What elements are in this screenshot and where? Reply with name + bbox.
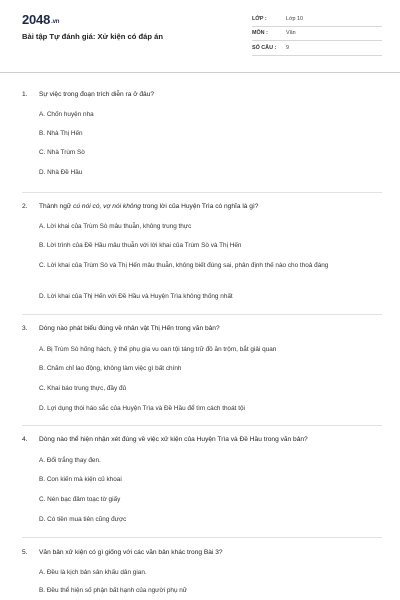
answer-option[interactable]: A. Đổi trắng thay đen. <box>39 457 101 464</box>
question-stem <box>22 548 382 557</box>
document-header <box>0 0 400 70</box>
question-stem <box>22 202 382 211</box>
question-number: 4. <box>22 436 28 443</box>
meta-value: Lớp 10 <box>286 15 304 22</box>
answer-option[interactable]: C. Khai báo trung thực, đầy đủ <box>39 385 127 392</box>
meta-value: Văn <box>286 30 296 37</box>
answer-option[interactable]: B. Đều thể hiện số phận bất hạnh của người phụ nữ <box>39 587 188 594</box>
site-logo[interactable] <box>22 12 59 27</box>
logo-main: 2048 <box>22 12 51 27</box>
answer-option[interactable]: B. Lời trình của Đề Hầu mâu thuẫn với lời khai của Trùm Sò và Thị Hến <box>39 242 242 249</box>
answer-option[interactable]: D. Có tiền mua tiên cũng được <box>39 516 127 523</box>
meta-row-count <box>252 41 382 56</box>
question-text: Văn bản xử kiện có gì giống với các văn bản khác trong Bài 3? <box>39 549 223 556</box>
document-title: Bài tập Tự đánh giá: Xử kiện có đáp án <box>22 32 163 41</box>
question-text: Dòng nào thể hiện nhận xét đúng về việc xử kiện của Huyện Trìa và Đề Hầu trong văn bản? <box>39 436 308 443</box>
answer-option[interactable]: A. Chốn huyện nha <box>39 111 94 118</box>
question-1 <box>22 90 382 176</box>
question-separator <box>22 537 382 538</box>
answer-option[interactable]: A. Lời khai của Trùm Sò mâu thuẫn, không trung thực <box>39 223 192 230</box>
logo-suffix: .vn <box>51 19 60 25</box>
question-number: 2. <box>22 203 28 210</box>
question-stem <box>22 435 382 444</box>
answer-option[interactable]: D. Lợi dụng thói háo sắc của Huyện Trìa và Đề Hầu để tìm cách thoát tội <box>39 405 245 412</box>
question-separator <box>22 314 382 315</box>
answer-option[interactable]: C. Nhà Trùm Sò <box>39 149 85 156</box>
answer-option[interactable]: D. Lời khai của Thị Hến với Đề Hầu và Huyện Trìa không thống nhất <box>39 293 233 300</box>
answer-option[interactable]: B. Con kiến mà kiện củ khoai <box>39 476 122 483</box>
question-number: 1. <box>22 91 28 98</box>
question-text: Thành ngữ cú nói có, vợ nói không trong lời của Huyện Trìa có nghĩa là gì? <box>39 203 259 210</box>
question-2 <box>22 202 382 300</box>
question-stem <box>22 90 382 99</box>
meta-row-subject <box>252 27 382 42</box>
meta-table <box>252 12 382 56</box>
meta-row-class <box>252 12 382 27</box>
header-divider <box>0 72 400 73</box>
meta-value: 9 <box>286 44 289 51</box>
question-stem <box>22 324 382 333</box>
question-text: Dòng nào phát biểu đúng về nhân vật Thị Hến trong văn bản? <box>39 325 220 332</box>
answer-option[interactable]: D. Nhà Đề Hầu <box>39 169 83 176</box>
question-number: 5. <box>22 549 28 556</box>
answer-option[interactable]: C. Lời khai của Trùm Sò và Thị Hến mâu thuẫn, không biết đúng sai, phân định thế nào cho thoả đáng <box>39 262 329 269</box>
question-separator <box>22 425 382 426</box>
question-separator <box>22 192 382 193</box>
question-number: 3. <box>22 325 28 332</box>
question-4 <box>22 435 382 523</box>
answer-option[interactable]: B. Chăm chỉ lao động, không làm việc gì bất chính <box>39 365 182 372</box>
answer-option[interactable]: A. Đều là kịch bản sân khấu dân gian. <box>39 569 147 576</box>
question-3 <box>22 324 382 412</box>
answer-option[interactable]: A. Bị Trùm Sò hống hách, ỷ thế phụ gia vu oan tội táng trữ đồ ăn trộm, bắt giải quan <box>39 346 277 353</box>
answer-option[interactable]: B. Nhà Thị Hến <box>39 130 83 137</box>
meta-label: LỚP : <box>252 15 267 22</box>
meta-label: SỐ CÂU : <box>252 44 277 51</box>
meta-label: MÔN : <box>252 30 268 37</box>
question-5 <box>22 548 382 594</box>
answer-option[interactable]: C. Nén bạc đâm toạc tờ giấy <box>39 496 121 503</box>
question-text: Sự việc trong đoạn trích diễn ra ở đâu? <box>39 91 155 98</box>
